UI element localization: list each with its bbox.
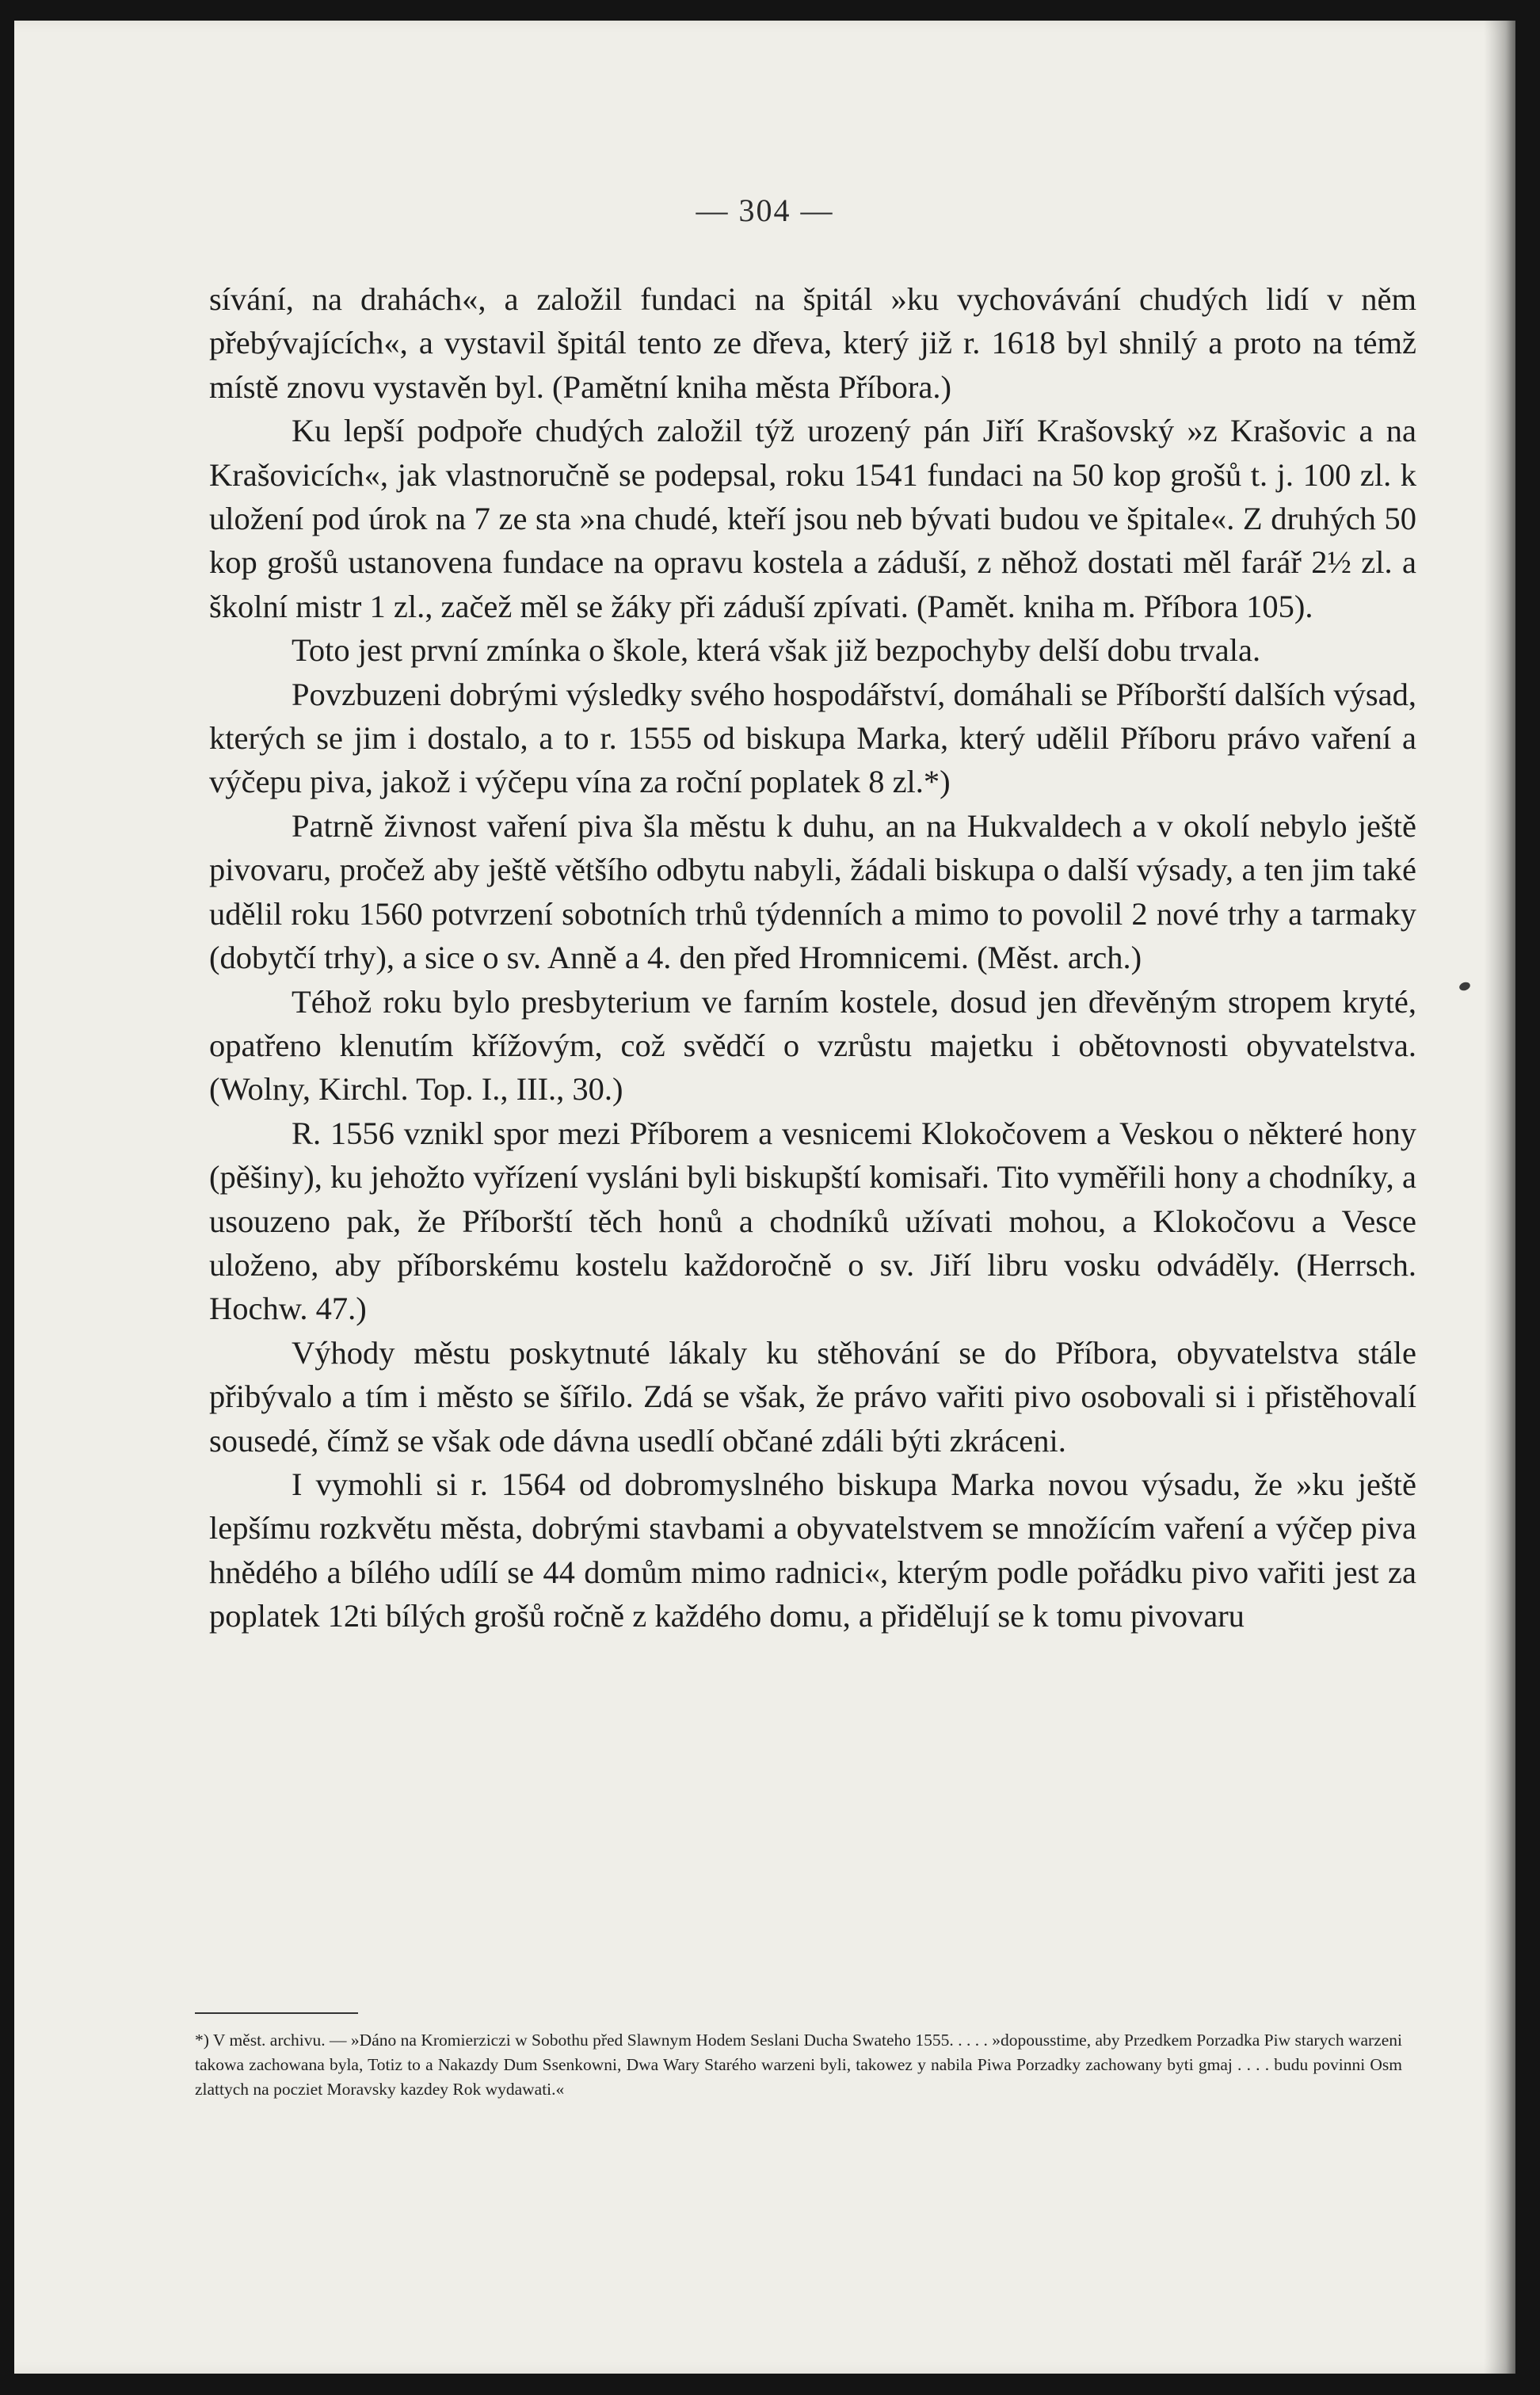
footnote-area xyxy=(195,2028,1402,2102)
paragraph-continuation: sívání, na drahách«, a založil fundaci na špitál »ku vychovávání chudých lidí v něm přebývajících«, a vystavil špitál tento ze dřeva, který již r. 1618 byl shnilý a proto na témž místě znovu vystavěn byl. (Pamětní kniha města Příbora.) xyxy=(209,281,1416,405)
paragraph: I vymohli si r. 1564 od dobromyslného biskupa Marka novou výsadu, že »ku ještě lepšímu rozkvětu města, dobrými stavbami a obyvatelstvem se množícím vaření a výčep piva hnědého a bílého udílí se 44 domům mimo radnici«, kterým podle pořádku pivo vařiti jest za poplatek 12ti bílých grošů ročně z každého domu, a přidělují se k tomu pivovaru xyxy=(209,1466,1416,1634)
paragraph: Ku lepší podpoře chudých založil týž urozený pán Jiří Krašovský »z Krašovic a na Krašovicích«, jak vlastnoručně se podepsal, roku 1541 fundaci na 50 kop grošů t. j. 100 zl. k uložení pod úrok na 7 ze sta »na chudé, kteří jsou neb bývati budou ve špitale«. Z druhých 50 kop grošů ustanovena fundace na opravu kostela a záduší, z něhož dostati měl farář 2½ zl. a školní mistr 1 zl., začež měl se žáky při záduší zpívati. (Pamět. kniha m. Příbora 105). xyxy=(209,413,1416,624)
footnote: *) V měst. archivu. — »Dáno na Kromierziczi w Sobothu před Slawnym Hodem Seslani Ducha Swateho 1555. . . . . »dopousstime, aby Przedkem Porzadka Piw starych warzeni takowa zachowana byla, Totiz to a Nakazdy Dum Ssenkowni, Dwa Wary Starého warzeni byli, takowez y nabila Piwa Porzadky zachowany byti gmaj . . . . budu povinni Osm zlattych na pocziet Moravsky kazdey Rok wydawati.« xyxy=(195,2031,1402,2099)
paragraph: Patrně živnost vaření piva šla městu k duhu, an na Hukvaldech a v okolí nebylo ještě pivovaru, pročež aby ještě většího odbytu nabyli, žádali biskupa o další výsady, a ten jim také udělil roku 1560 potvrzení sobotních trhů týdenních a mimo to povolil 2 nové trhy a tarmaky (dobytčí trhy), a sice o sv. Anně a 4. den před Hromnicemi. (Měst. arch.) xyxy=(209,807,1416,976)
page-number: — 304 — xyxy=(696,193,834,228)
body-text xyxy=(209,277,1416,1638)
paragraph: Výhody městu poskytnuté lákaly ku stěhování se do Příbora, obyvatelstva stále přibývalo a tím i město se šířilo. Zdá se však, že právo vařiti pivo osobovali si i přistěhovalí sousedé, čímž se však ode dávna usedlí občané zdáli býti zkráceni. xyxy=(209,1334,1416,1459)
footnote-divider xyxy=(195,2012,358,2014)
paragraph: Toto jest první zmínka o škole, která však již bezpochyby delší dobu trvala. xyxy=(292,632,1261,669)
book-page xyxy=(14,21,1515,2374)
paragraph: Povzbuzeni dobrými výsledky svého hospodářství, domáhali se Příborští dalších výsad, kterých se jim i dostalo, a to r. 1555 od biskupa Marka, který udělil Příboru právo vaření a výčepu piva, jakož i výčepu vína za roční poplatek 8 zl.*) xyxy=(209,676,1416,800)
paragraph: R. 1556 vznikl spor mezi Příborem a vesnicemi Klokočovem a Veskou o některé hony (pěšiny), ku jehožto vyřízení vysláni byli biskupští komisaři. Tito vyměřili hony a chodníky, a usouzeno pak, že Příborští těch honů a chodníků užívati mohou, a Klokočovu a Vesce uloženo, aby příborskému kostelu každoročně o sv. Jiří libru vosku odváděly. (Herrsch. Hochw. 47.) xyxy=(209,1115,1416,1327)
paragraph: Téhož roku bylo presbyterium ve farním kostele, dosud jen dřevěným stropem kryté, opatřeno klenutím křížovým, což svědčí o vzrůstu majetku i obětovnosti obyvatelstva. (Wolny, Kirchl. Top. I., III., 30.) xyxy=(209,983,1416,1108)
spine-shadow xyxy=(1484,21,1515,2374)
